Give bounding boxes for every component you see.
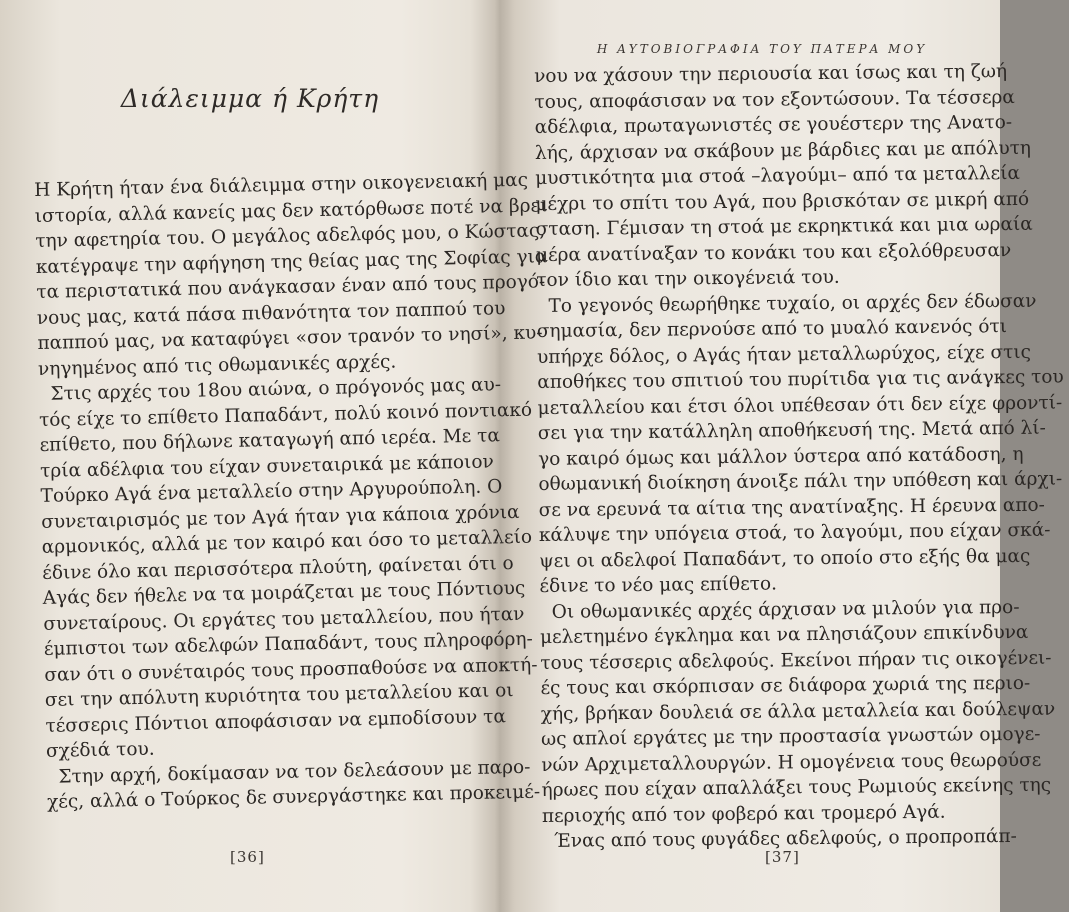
text-line: κατέγραψε την αφήγηση της θείας μας της Σοφίας για — [35, 245, 548, 278]
text-line: σχέδιά του. — [45, 738, 155, 762]
text-line: κάλυψε την υπόγεια στοά, το λαγούμι, που είχαν σκά- — [538, 519, 1051, 546]
text-line: λής, άρχισαν να σκάβουν με βάρδιες και με απόλυτη — [534, 137, 1032, 164]
text-line: έδινε το νέο μας επίθετο. — [539, 573, 778, 597]
text-line: σαν ότι ο συνέταιρός τους προσπαθούσε να αποκτή- — [44, 654, 538, 686]
text-line: υπήρχε δόλος, ο Αγάς ήταν μεταλλωρύχος, είχε στις — [536, 341, 1032, 368]
text-line: Τούρκο Αγά ένα μεταλλείο στην Αργυρούπολη. Ο — [40, 476, 503, 507]
text-line: νου να χάσουν την περιουσία και ίσως και τη ζωή — [534, 61, 1008, 87]
text-line: σημασία, δεν περνούσε από το μυαλό κανενός ότι — [536, 316, 1008, 342]
text-line: οθωμανική διοίκηση άνοιξε πάλι την υπόθεση και άρχι- — [538, 468, 1063, 495]
text-line: αποθήκες του σπιτιού του πυρίτιδα για τις ανάγκες του — [537, 366, 1064, 393]
text-line: παππού μας, να καταφύγει «σον τρανόν το νησί», κυ- — [37, 322, 543, 354]
text-line: ές τους και σκόρπισαν σε διάφορα χωριά της περιο- — [540, 672, 1031, 699]
text-line: Η Κρήτη ήταν ένα διάλειμμα στην οικογενειακή μας — [34, 169, 529, 201]
text-line: μέχρι το σπίτι του Αγά, που βρισκόταν σε μικρή από — [535, 188, 1030, 215]
text-line: τους τέσσερις αδελφούς. Εκείνοι πήραν τις οικογένει- — [540, 647, 1052, 674]
text-line: έμπιστοι των αδελφών Παπαδάντ, τους πληροφόρη- — [43, 628, 534, 660]
text-line: την αφετηρία του. Ο μεγάλος αδελφός μου, ο Κώστας, — [35, 220, 546, 252]
right-page-number: [37] — [765, 848, 800, 866]
text-line: σει για την κατάλληλη αποθήκευσή της. Μετά από λί- — [537, 417, 1046, 444]
text-line: συνεταίρους. Οι εργάτες του μεταλλείου, που ήταν — [43, 603, 525, 635]
running-head: Η ΑΥΤΟΒΙΟΓΡΑΦΙΑ ΤΟΥ ΠΑΤΕΡΑ ΜΟΥ — [596, 42, 928, 56]
text-line: τον ίδιο και την οικογένειά του. — [536, 266, 840, 291]
text-line: έδινε όλο και περισσότερα πλούτη, φαίνεται ότι ο — [42, 552, 514, 584]
text-line: Στην αρχή, δοκίμασαν να τον δελεάσουν με παρο- — [58, 756, 531, 788]
text-line: μεταλλείου και έτσι όλοι υπέθεσαν ότι δεν είχε φροντί- — [537, 391, 1063, 419]
text-line: Ένας από τους φυγάδες αδελφούς, ο προπροπάπ- — [554, 825, 1017, 852]
text-line: συνεταιρισμός με τον Αγά ήταν για κάποια χρόνια — [40, 501, 520, 533]
text-line: Το γεγονός θεωρήθηκε τυχαίο, οι αρχές δεν έδωσαν — [548, 290, 1037, 317]
text-line: επίθετο, που δήλωνε καταγωγή από ιερέα. Με τα — [39, 425, 501, 456]
right-page — [510, 0, 1064, 912]
text-line: σταση. Γέμισαν τη στοά με εκρηκτικά και μια ωραία — [535, 213, 1033, 240]
text-line: ψει οι αδελφοί Παπαδάντ, το οποίο στο εξής θα μας — [539, 545, 1031, 572]
text-line: Αγάς δεν ήθελε να τα μοιράζεται με τους Πόντιους — [42, 577, 526, 609]
text-line: ήρωες που είχαν απαλλάξει τους Ρωμιούς εκείνης της — [541, 774, 1052, 801]
text-line: αρμονικός, αλλά με τον καιρό και όσο το μεταλλείο — [41, 526, 533, 558]
text-line: νους μας, κατά πάσα πιθανότητα τον παππού του — [36, 297, 506, 329]
text-line: τα περιστατικά που ανάγκασαν έναν από τους προγό- — [36, 271, 546, 303]
left-page-number: [36] — [230, 848, 265, 866]
text-line: χές, αλλά ο Τούρκος δε συνεργάστηκε και προκειμέ- — [46, 781, 541, 813]
text-line: χής, βρήκαν δουλειά σε άλλα μεταλλεία και δούλεψαν — [540, 698, 1056, 725]
text-line: νηγημένος από τις οθωμανικές αρχές. — [37, 350, 397, 380]
text-line: τός είχε το επίθετο Παπαδάντ, πολύ κοινό ποντιακό — [38, 399, 533, 431]
text-line: τέσσερις Πόντιοι αποφάσισαν να εμποδίσουν τα — [45, 705, 507, 737]
chapter-title: Διάλειμμα ή Κρήτη — [120, 84, 380, 113]
text-line: ως απλοί εργάτες με την προστασία γνωστών ομογε- — [540, 723, 1041, 750]
text-line: νών Αρχιμεταλλουργών. Η ομογένεια τους θεωρούσε — [541, 749, 1042, 776]
text-line: τους, αποφάσισαν να τον εξοντώσουν. Τα τέσσερα — [534, 86, 1015, 113]
text-line: περιοχής από τον φοβερό και τρομερό Αγά. — [541, 801, 946, 827]
right-body-text — [534, 59, 1064, 854]
text-line: μυστικότητα μια στοά –λαγούμι– από τα μεταλλεία — [535, 162, 1021, 189]
text-line: γο καιρό όμως και μάλλον ύστερα από κατάδοση, η — [538, 443, 1024, 470]
text-line: μελετημένο έγκλημα και να πλησιάζουν επικίνδυνα — [539, 621, 1029, 648]
text-line: αδέλφια, πρωταγωνιστές σε γουέστερν της Ανατο- — [534, 111, 1013, 138]
text-line: τρία αδέλφια του είχαν συνεταιρικά με κάποιον — [39, 450, 494, 482]
text-line: μέρα ανατίναξαν το κονάκι του και εξολόθρευσαν — [535, 239, 1012, 266]
text-line: σει την απόλυτη κυριότητα του μεταλλείου και οι — [44, 680, 514, 711]
text-line: Στις αρχές του 18ου αιώνα, ο πρόγονός μας αυ- — [50, 374, 502, 405]
text-line: Οι οθωμανικές αρχές άρχισαν να μιλούν για προ- — [551, 596, 1020, 623]
text-line: ιστορία, αλλά κανείς μας δεν κατόρθωσε ποτέ να βρει — [34, 194, 548, 227]
left-body-text — [34, 169, 548, 816]
text-line: σε να ερευνά τα αίτια της ανατίναξης. Η έρευνα απο- — [538, 494, 1045, 521]
